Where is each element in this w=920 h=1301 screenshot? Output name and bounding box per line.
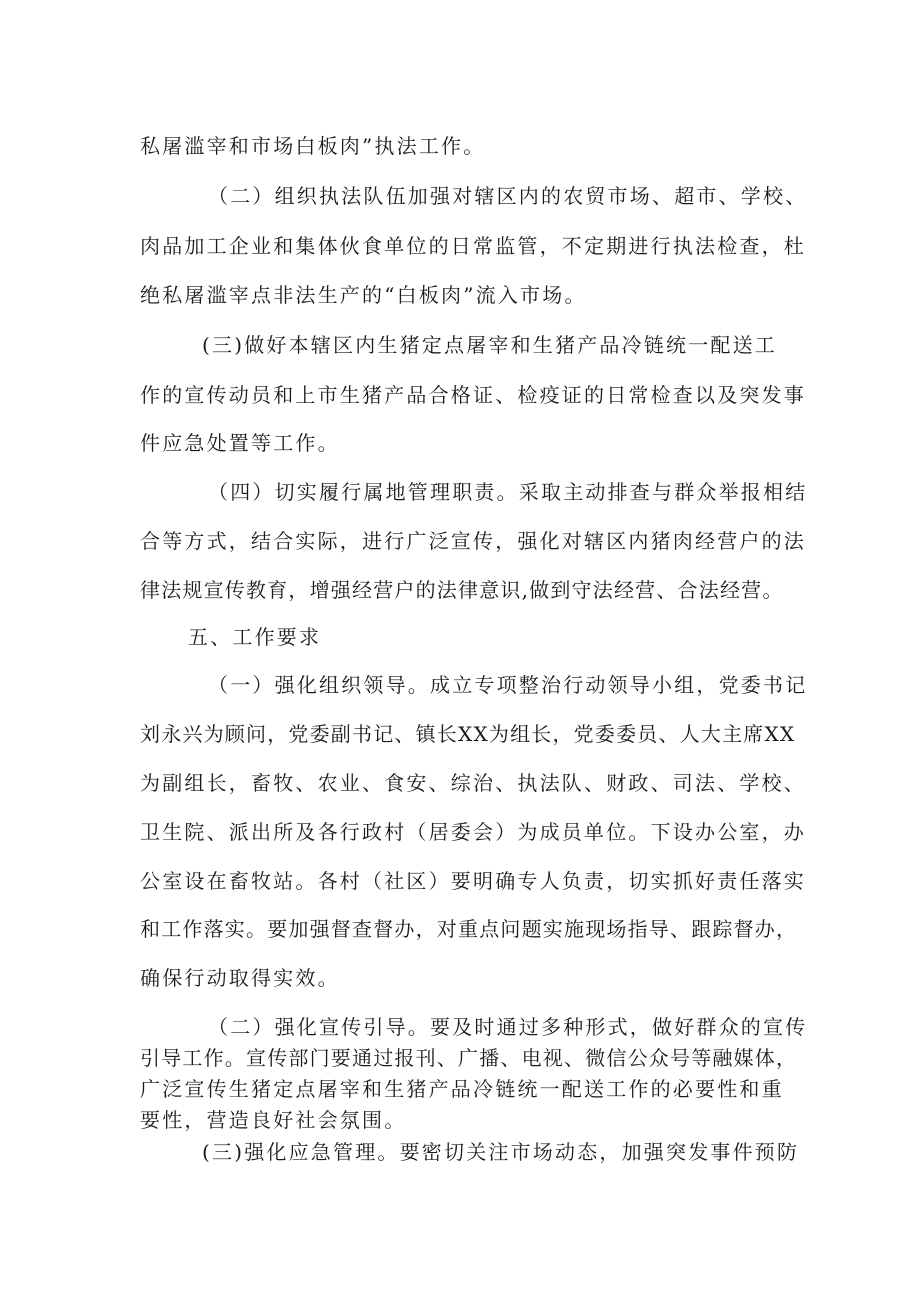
paragraph-continued-line: 私屠滥宰和市场白板肉”执法工作。	[140, 134, 486, 158]
section-heading: 五、工作要求	[188, 625, 322, 649]
paragraph-item-3-line: (三)做好本辖区内生猪定点屠宰和生猪产品冷链统一配送工	[202, 333, 778, 357]
paragraph-req-1-line: 刘永兴为顾问，党委副书记、镇长XX为组长，党委委员、人大主席XX	[140, 722, 796, 746]
paragraph-item-2-line: 肉品加工企业和集体伙食单位的日常监管，不定期进行执法检查，杜	[140, 234, 806, 258]
paragraph-req-2-line: 广泛宣传生猪定点屠宰和生猪产品冷链统一配送工作的必要性和重	[140, 1077, 784, 1101]
paragraph-req-1-line: 卫生院、派出所及各行政村（居委会）为成员单位。下设办公室，办	[140, 820, 806, 844]
paragraph-req-1-line: 公室设在畜牧站。各村（社区）要明确专人负责，切实抓好责任落实	[140, 869, 806, 893]
paragraph-item-3-line: 作的宣传动员和上市生猪产品合格证、检疫证的日常检查以及突发事	[140, 383, 806, 407]
paragraph-req-1-line: 确保行动取得实效。	[140, 966, 340, 990]
paragraph-item-4-line: 律法规宣传教育，增强经营户的法律意识,做到守法经营、合法经营。	[140, 578, 784, 602]
paragraph-req-3-line: (三)强化应急管理。要密切关注市场动态，加强突发事件预防	[202, 1140, 800, 1164]
paragraph-req-2-line: （二）强化宣传引导。要及时通过多种形式，做好群众的宣传	[208, 1015, 808, 1039]
paragraph-req-1-line: 为副组长，畜牧、农业、食安、综治、执法队、财政、司法、学校、	[140, 771, 806, 795]
paragraph-req-1-line: （一）强化组织领导。成立专项整治行动领导小组，党委书记	[208, 673, 808, 697]
paragraph-req-1-line: 和工作落实。要加强督查督办，对重点问题实施现场指导、跟踪督办，	[140, 917, 798, 941]
paragraph-req-2-line: 要性，营造良好社会氛围。	[140, 1108, 407, 1132]
paragraph-item-4-line: （四）切实履行属地管理职责。采取主动排查与群众举报相结	[208, 480, 808, 504]
paragraph-item-2-line: （二）组织执法队伍加强对辖区内的农贸市场、超市、学校、	[208, 184, 808, 208]
paragraph-req-2-line: 引导工作。宣传部门要通过报刊、广播、电视、微信公众号等融媒体，	[140, 1046, 798, 1070]
paragraph-item-3-line: 件应急处置等工作。	[140, 431, 340, 455]
paragraph-item-2-line: 绝私屠滥宰点非法生产的“白板肉”流入市场。	[140, 283, 587, 307]
paragraph-item-4-line: 合等方式，结合实际，进行广泛宣传，强化对辖区内猪肉经营户的法	[140, 529, 806, 553]
